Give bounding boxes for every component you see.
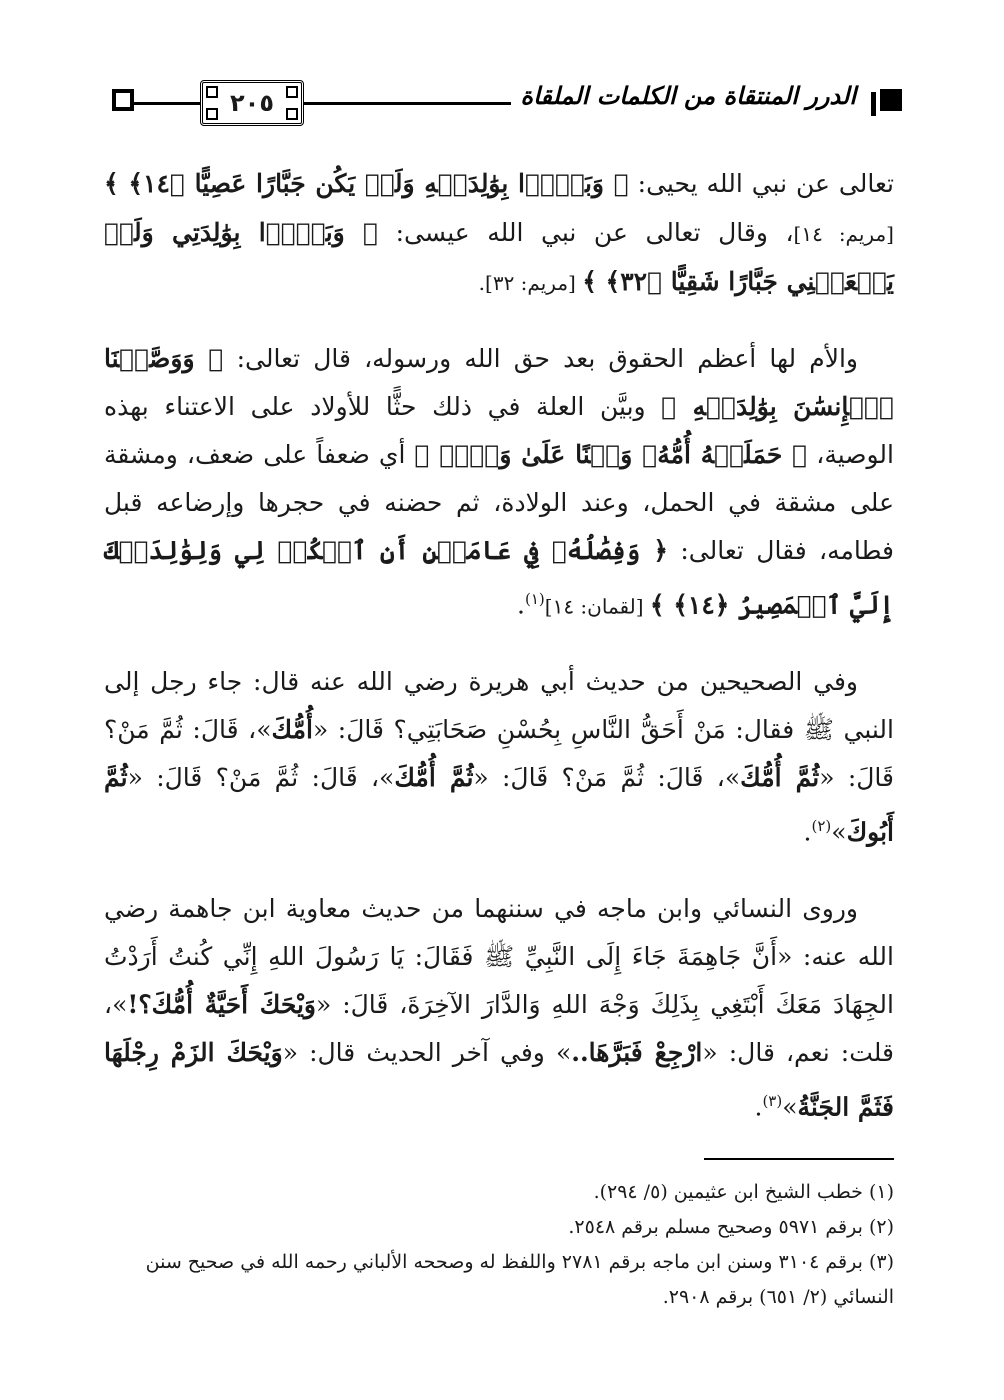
text-run: »، قلت: نعم، قال: « xyxy=(104,989,894,1067)
page-header xyxy=(112,78,902,130)
text-run: والأم لها أعظم الحقوق بعد حق الله ورسوله، قال تعالى: xyxy=(223,344,858,373)
square-ornament-left xyxy=(112,89,134,111)
page-number-box xyxy=(200,80,304,126)
emphasized-text: ثُمَّ أَبُوكَ xyxy=(104,763,894,847)
emphasized-text: ﴿ وَبَرًّۢا بِوَٰلِدَيۡهِ وَلَمۡ يَكُن جَبَّارًا عَصِيًّا ﴿١٤﴾ ﴾ xyxy=(104,169,629,198)
emphasized-text: وَيْحَكَ أَحَيَّةٌ أُمُّكَ؟! xyxy=(127,989,316,1019)
text-run: . xyxy=(517,590,525,620)
text-run: »، قَالَ: ثُمَّ مَنْ؟ قَالَ: « xyxy=(127,763,395,793)
footnote-marker: (٢) xyxy=(811,817,832,836)
page-number: ٢٠٥ xyxy=(230,89,274,117)
footnote-separator xyxy=(704,1158,894,1160)
paragraph xyxy=(104,658,894,856)
text-run: » وفي آخر الحديث قال: « xyxy=(282,1037,572,1067)
footnote-marker: (١) xyxy=(524,590,545,608)
text-run: أي ضعفاً على ضعف، ومشقة على مشقة في الحمل، وعند الولادة، ثم حضنه في حجرها وإرضاعه قبل فطامه، فقال تعالى: xyxy=(104,440,894,565)
text-run: وروى النسائي وابن ماجه في سننهما من حديث معاوية ابن جاهمة رضي الله عنه: «أَنَّ جَاهِمَةَ جَاءَ إِلَى النَّبِيِّ ﷺ فَقَالَ: يَا رَسُولَ اللهِ إِنِّي كُنتُ أَرَدْتُ الجِهَادَ مَعَكَ أَبْتَغِي بِذَلِكَ وَجْهَ اللهِ وَالدَّارَ الآخِرَةَ، قَالَ: « xyxy=(104,893,894,1019)
text-run: » xyxy=(782,1091,798,1121)
square-ornament-right xyxy=(880,89,902,111)
emphasized-text: ﴿ وَوَصَّيۡنَا ٱلۡإِنسَٰنَ بِوَٰلِدَيۡهِ ﴾ xyxy=(104,344,894,421)
emphasized-text: ارْجِعْ فَبَرَّهَا.. xyxy=(571,1037,703,1067)
main-text xyxy=(104,160,894,1131)
footnote-marker: (٣) xyxy=(762,1091,783,1110)
text-run: وفي الصحيحين من حديث أبي هريرة رضي الله عنه قال: جاء رجل إلى النبي ﷺ فقال: مَنْ أَحَقُّ النَّاسِ بِحُسْنِ صَحَابَتِي؟ قَالَ: « xyxy=(104,667,894,745)
emphasized-text: ﴿ وَبَرًّۢا بِوَٰلِدَتِي وَلَمۡ يَجۡعَلۡنِي جَبَّارًا شَقِيًّا ﴿٣٢﴾ ﴾ xyxy=(104,218,894,296)
text-run: وبيَّن العلة في ذلك حثًّا للأولاد على الاعتناء بهذه الوصية، xyxy=(104,392,894,469)
emphasized-text: ﴿ حَمَلَتۡهُ أُمُّهُۥ وَهۡنًا عَلَىٰ وَهۡنٖ ﴾ xyxy=(414,440,808,469)
book-title: الدرر المنتقاة من الكلمات الملقاة xyxy=(511,82,866,110)
paragraph xyxy=(104,885,894,1131)
emphasized-text: ثُمَّ أُمُّكَ xyxy=(740,763,820,793)
verse-reference: [مريم: ١٤] xyxy=(793,222,894,246)
header-rule-left xyxy=(134,102,200,105)
footnote: (١) خطب الشيخ ابن عثيمين (٥/ ٢٩٤). xyxy=(593,1181,894,1203)
emphasized-text: ﴿ وَفِصَٰلُهُۥ فِي عَامَيۡنِ أَنِ ٱشۡكُرۡ لِي وَلِوَٰلِدَيۡكَ إِلَيَّ ٱلۡمَصِيرُ ﴿١٤﴾ ﴾ xyxy=(104,536,894,620)
emphasized-text: أُمُّكَ xyxy=(271,715,313,745)
header-bar xyxy=(871,92,876,116)
text-run: »، قَالَ: ثُمَّ مَنْ؟ قَالَ: « xyxy=(473,763,741,793)
paragraph xyxy=(104,160,894,307)
footnote: (٢) برقم ٥٩٧١ وصحيح مسلم برقم ٢٥٤٨. xyxy=(568,1216,894,1238)
footnotes xyxy=(104,1175,894,1315)
footnote: (٣) برقم ٣١٠٤ وسنن ابن ماجه برقم ٢٧٨١ واللفظ له وصححه الألباني رحمه الله في صحيح سنن النسائي (٢/ ٦٥١) برقم ٢٩٠٨. xyxy=(145,1251,894,1308)
text-run: »، قَالَ: ثُمَّ مَنْ؟ قَالَ: « xyxy=(104,715,894,793)
verse-reference: [مريم: ٣٢]. xyxy=(478,271,583,295)
emphasized-text: ثُمَّ أُمُّكَ xyxy=(394,763,474,793)
emphasized-text: وَيْحَكَ الزَمْ رِجْلَهَا فَثَمَّ الجَنَّةُ xyxy=(104,1037,894,1121)
paragraph xyxy=(104,335,894,630)
verse-reference: [لقمان: ١٤] xyxy=(544,594,650,619)
text-run: . xyxy=(754,1091,763,1121)
text-run: تعالى عن نبي الله يحيى: xyxy=(628,169,894,198)
text-run: » xyxy=(831,817,847,847)
text-run: . xyxy=(803,817,812,847)
text-run: ، وقال تعالى عن نبي الله عيسى: xyxy=(378,218,794,247)
